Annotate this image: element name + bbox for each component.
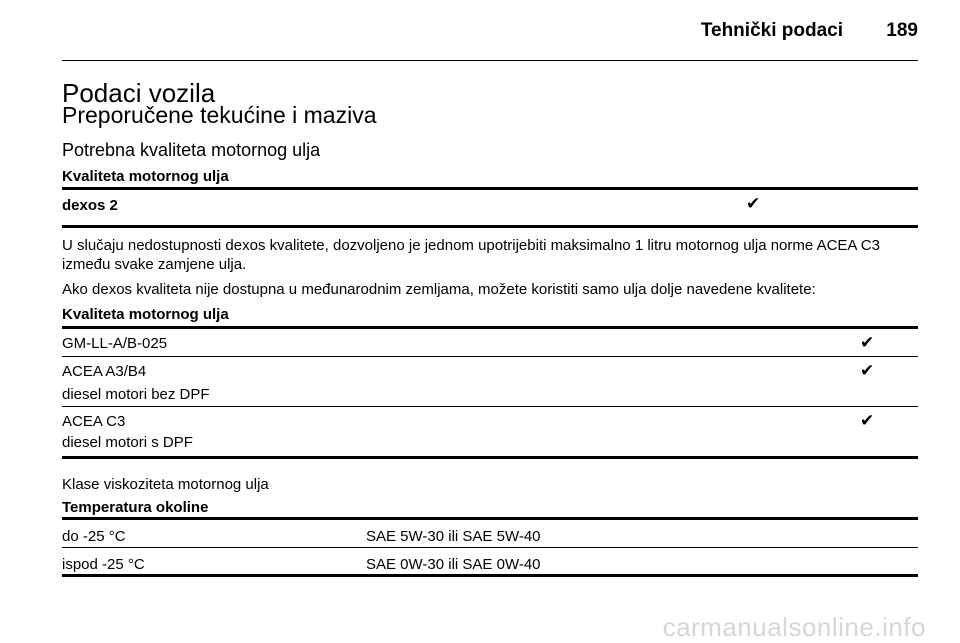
table3-cell-oil: SAE 0W-30 ili SAE 0W-40: [366, 556, 541, 573]
row-divider: [62, 356, 918, 357]
paragraph: Ako dexos kvaliteta nije dostupna u međunarodnim zemljama, možete koristiti samo ulja dolje navedene kvalitete:: [62, 281, 816, 298]
header-divider: [62, 60, 918, 61]
page-number: 189: [886, 20, 918, 41]
checkmark-icon: ✔: [860, 333, 875, 352]
table2-bottom-rule: [62, 456, 918, 459]
table2-cell-note: diesel motori bez DPF: [62, 386, 210, 403]
checkmark-icon: ✔: [860, 411, 875, 430]
page-heading: Podaci vozila: [62, 78, 216, 108]
table1-cell-label: dexos 2: [62, 197, 118, 214]
table2-cell-label: ACEA A3/B4: [62, 363, 147, 380]
page-header: [62, 18, 918, 46]
table3-cell-oil: SAE 5W-30 ili SAE 5W-40: [366, 528, 541, 545]
table2-top-rule: [62, 326, 918, 329]
table2-header: Kvaliteta motornog ulja: [62, 306, 229, 323]
table1-bottom-rule: [62, 225, 918, 228]
table2-cell-label: GM-LL-A/B-025: [62, 335, 168, 352]
viscosity-heading: Klase viskoziteta motornog ulja: [62, 476, 269, 493]
table3-cell-temp: ispod -25 °C: [62, 556, 145, 573]
table3-bottom-rule: [62, 574, 918, 577]
subsection-heading: Potrebna kvaliteta motornog ulja: [62, 140, 321, 160]
table3-cell-temp: do -25 °C: [62, 528, 126, 545]
checkmark-icon: ✔: [746, 194, 761, 213]
row-divider: [62, 406, 918, 407]
paragraph: U slučaju nedostupnosti dexos kvalitete, dozvoljeno je jednom upotrijebiti maksimalno 1 litru motornog ulja norme ACEA C3 između svake zamjene ulja.: [62, 237, 880, 273]
table2-cell-note: diesel motori s DPF: [62, 434, 193, 451]
watermark: carmanualsonline.info: [662, 612, 926, 642]
table3-header: Temperatura okoline: [62, 499, 209, 516]
section-title: Tehnički podaci: [700, 20, 843, 41]
checkmark-icon: ✔: [860, 361, 875, 380]
table1-top-rule: [62, 187, 918, 190]
table3-top-rule: [62, 517, 918, 520]
table1-header: Kvaliteta motornog ulja: [62, 168, 229, 185]
table2-cell-label: ACEA C3: [62, 413, 126, 430]
section-heading: Preporučene tekućine i maziva: [62, 102, 377, 128]
row-divider: [62, 547, 918, 548]
